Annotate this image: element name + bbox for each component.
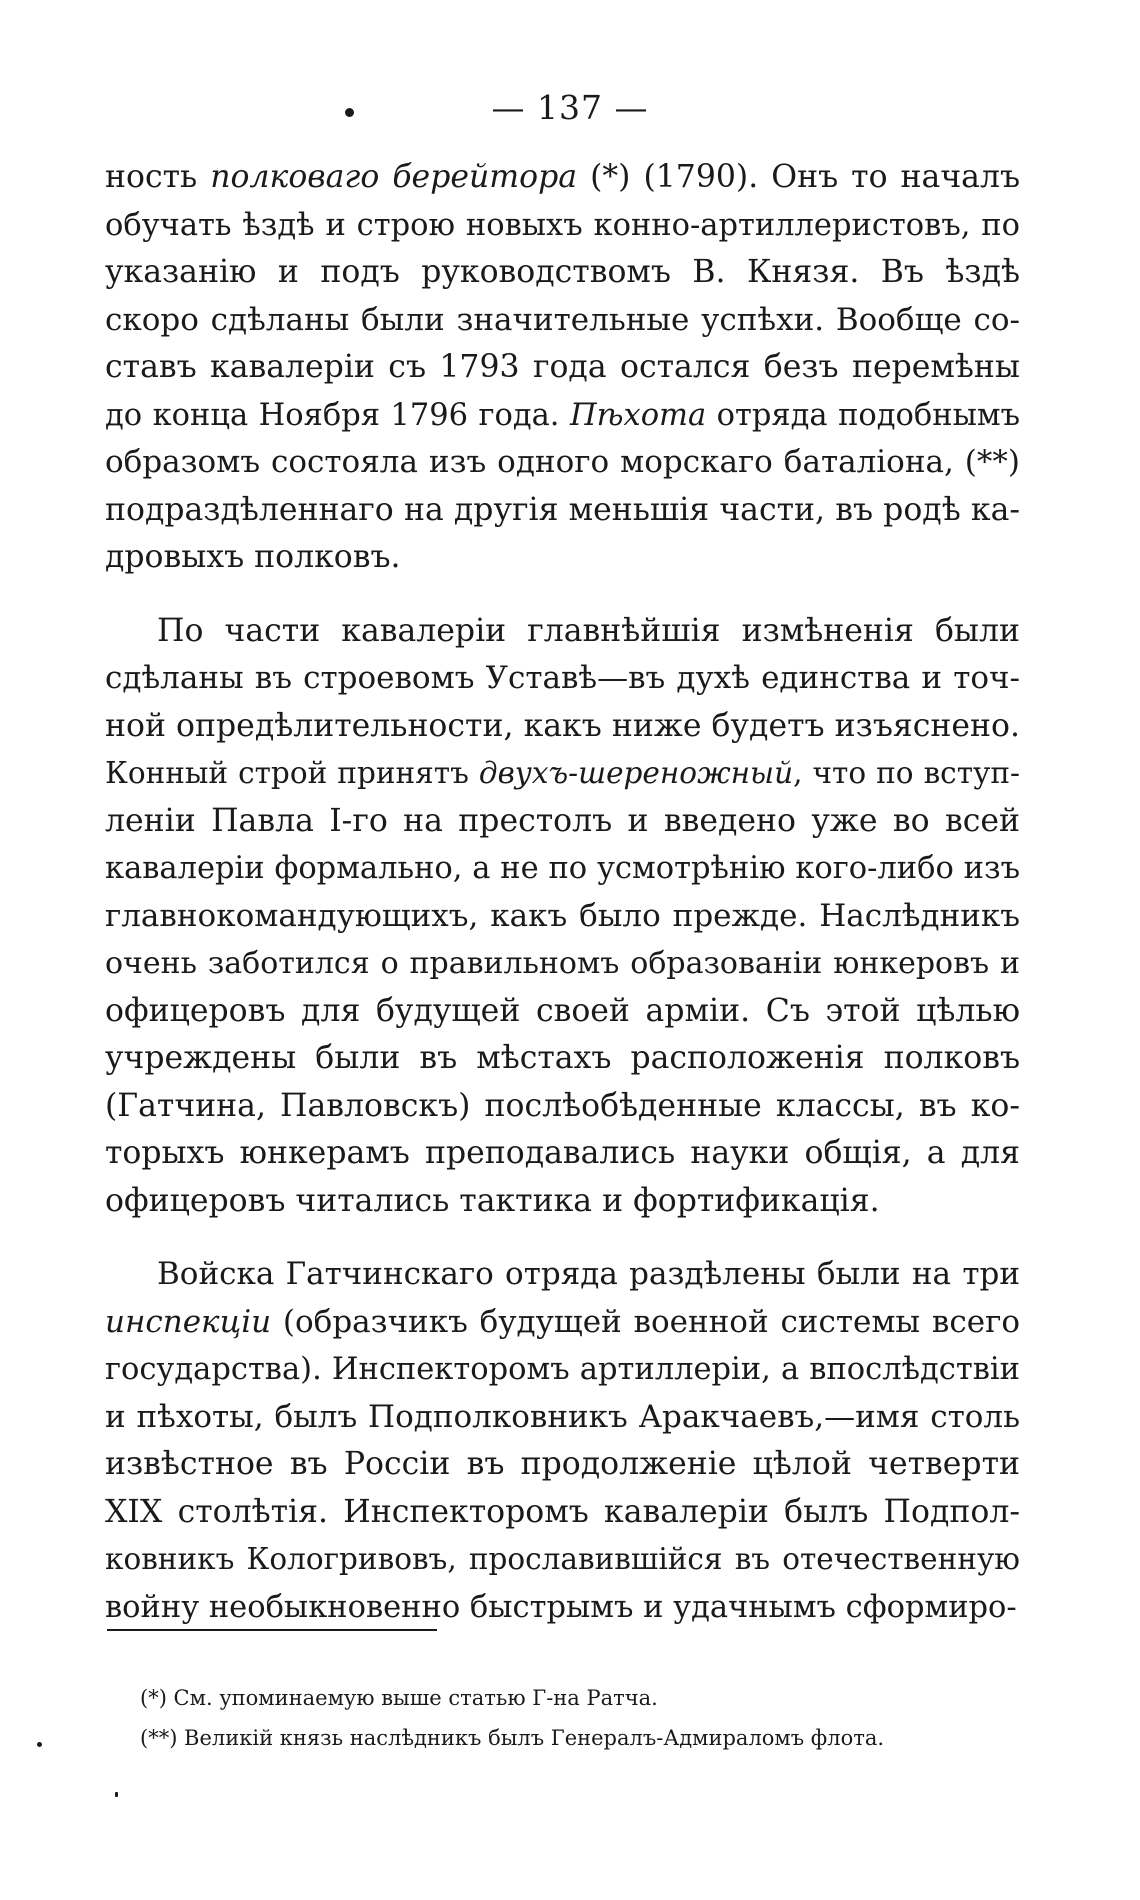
text-line [105, 988, 1020, 1036]
text-line [105, 750, 1020, 798]
text-line [105, 1346, 1020, 1394]
paragraph [105, 154, 1020, 582]
text-fragment: сдѣланы въ строевомъ Уставѣ—въ духѣ единства и точ- [105, 660, 1020, 696]
text-line [105, 1251, 1020, 1299]
text-line [105, 154, 1020, 202]
text-fragment: и пѣхоты, былъ Подполковникъ Аракчаевъ,—имя столь [105, 1398, 1020, 1435]
text-fragment: По части кавалеріи главнѣйшія измѣненія были [157, 612, 1020, 649]
text-line [105, 655, 1020, 703]
text-line [105, 893, 1020, 941]
text-fragment: (Гатчина, Павловскъ) послѣобѣденные классы, въ ко- [105, 1087, 1020, 1124]
italic-term: инспекціи [105, 1303, 272, 1340]
text-fragment: ковникъ Кологривовъ, прославившійся въ отечественную [105, 1542, 1020, 1576]
ink-speck [345, 108, 354, 117]
text-fragment: Конный строй принятъ [105, 756, 479, 790]
text-fragment: указанію и подъ руководствомъ В. Князя. Въ ѣздѣ [105, 254, 1020, 290]
text-fragment: войну необыкновенно быстрымъ и удачнымъ сформиро- [105, 1589, 1017, 1625]
text-fragment: подраздѣленнаго на другія меньшія части, въ родѣ ка- [105, 491, 1020, 528]
footnotes [140, 1678, 1020, 1758]
text-line [105, 1299, 1020, 1347]
text-line [105, 249, 1020, 297]
text-fragment: образомъ состояла изъ одного морскаго баталіона, (**) [105, 444, 1020, 480]
text-fragment: торыхъ юнкерамъ преподавались науки общія, а для [105, 1135, 1020, 1171]
text-line [105, 1035, 1020, 1083]
main-text [105, 154, 1020, 1631]
text-line [105, 1584, 1020, 1632]
paragraph-gap [105, 582, 1020, 608]
text-fragment: ность [105, 159, 211, 195]
text-fragment: отряда подобнымъ [706, 397, 1020, 433]
text-fragment: (*) (1790). Онъ то началъ [577, 159, 1020, 195]
text-line [105, 202, 1020, 250]
text-fragment: обучать ѣздѣ и строю новыхъ конно-артиллеристовъ, по [105, 207, 1020, 243]
italic-term: двухъ-шереножный [478, 756, 794, 790]
text-fragment: извѣстное въ Россіи въ продолженіе цѣлой четверти [105, 1446, 1020, 1482]
text-line [105, 845, 1020, 893]
text-line [105, 1441, 1020, 1489]
ink-speck [115, 1792, 118, 1797]
footnote-divider [107, 1629, 437, 1631]
footnote: (*) См. упоминаемую выше статью Г-на Ратча. [140, 1686, 658, 1710]
italic-term: Пѣхота [569, 397, 707, 433]
text-line [105, 534, 1020, 582]
text-line [105, 297, 1020, 345]
paragraph [105, 1251, 1020, 1631]
text-line [105, 439, 1020, 487]
italic-term: полковаго берейтора [210, 159, 578, 195]
text-line [105, 798, 1020, 846]
text-line [105, 1536, 1020, 1584]
text-line [105, 344, 1020, 392]
text-line [105, 1394, 1020, 1442]
text-fragment: офицеровъ для будущей своей арміи. Съ этой цѣлью [105, 992, 1020, 1029]
text-fragment: ной опредѣлительности, какъ ниже будетъ изъяснено. [105, 707, 1020, 744]
text-fragment: (образчикъ будущей военной системы всего [271, 1303, 1020, 1340]
text-line [105, 940, 1020, 988]
page-number: — 137 — [491, 88, 649, 127]
text-line [105, 608, 1020, 656]
text-line [105, 1083, 1020, 1131]
text-fragment: кавалеріи формально, а не по усмотрѣнію кого-либо изъ [105, 851, 1020, 886]
text-fragment: учреждены были въ мѣстахъ расположенія полковъ [105, 1040, 1020, 1076]
text-line [105, 1130, 1020, 1178]
text-fragment: очень заботился о правильномъ образованіи юнкеровъ и [105, 946, 1020, 981]
text-line [105, 392, 1020, 440]
text-line [105, 487, 1020, 535]
text-fragment: , что по вступ- [793, 756, 1021, 790]
text-line [105, 1178, 1020, 1226]
paragraph-gap [105, 1225, 1020, 1251]
text-fragment: XIX столѣтія. Инспекторомъ кавалеріи былъ Подпол- [105, 1493, 1020, 1530]
text-line [105, 1489, 1020, 1537]
text-fragment: ставъ кавалеріи съ 1793 года остался безъ перемѣны [105, 349, 1020, 385]
text-fragment: леніи Павла I-го на престолъ и введено уже во всей [105, 802, 1020, 839]
footnote: (**) Великій князь наслѣдникъ былъ Генералъ-Адмираломъ флота. [140, 1726, 885, 1750]
text-fragment: главнокомандующихъ, какъ было прежде. Наслѣдникъ [105, 897, 1020, 934]
text-fragment: дровыхъ полковъ. [105, 539, 401, 575]
text-line [105, 703, 1020, 751]
text-fragment: до конца Ноября 1796 года. [105, 397, 570, 433]
text-fragment: скоро сдѣланы были значительные успѣхи. Вообще со- [105, 301, 1020, 338]
text-fragment: Войска Гатчинскаго отряда раздѣлены были на три [157, 1256, 1020, 1292]
ink-speck [37, 1742, 42, 1747]
text-fragment: офицеровъ читались тактика и фортификація. [105, 1182, 880, 1219]
paragraph [105, 608, 1020, 1226]
text-fragment: государства). Инспекторомъ артиллеріи, а впослѣдствіи [105, 1352, 1020, 1387]
